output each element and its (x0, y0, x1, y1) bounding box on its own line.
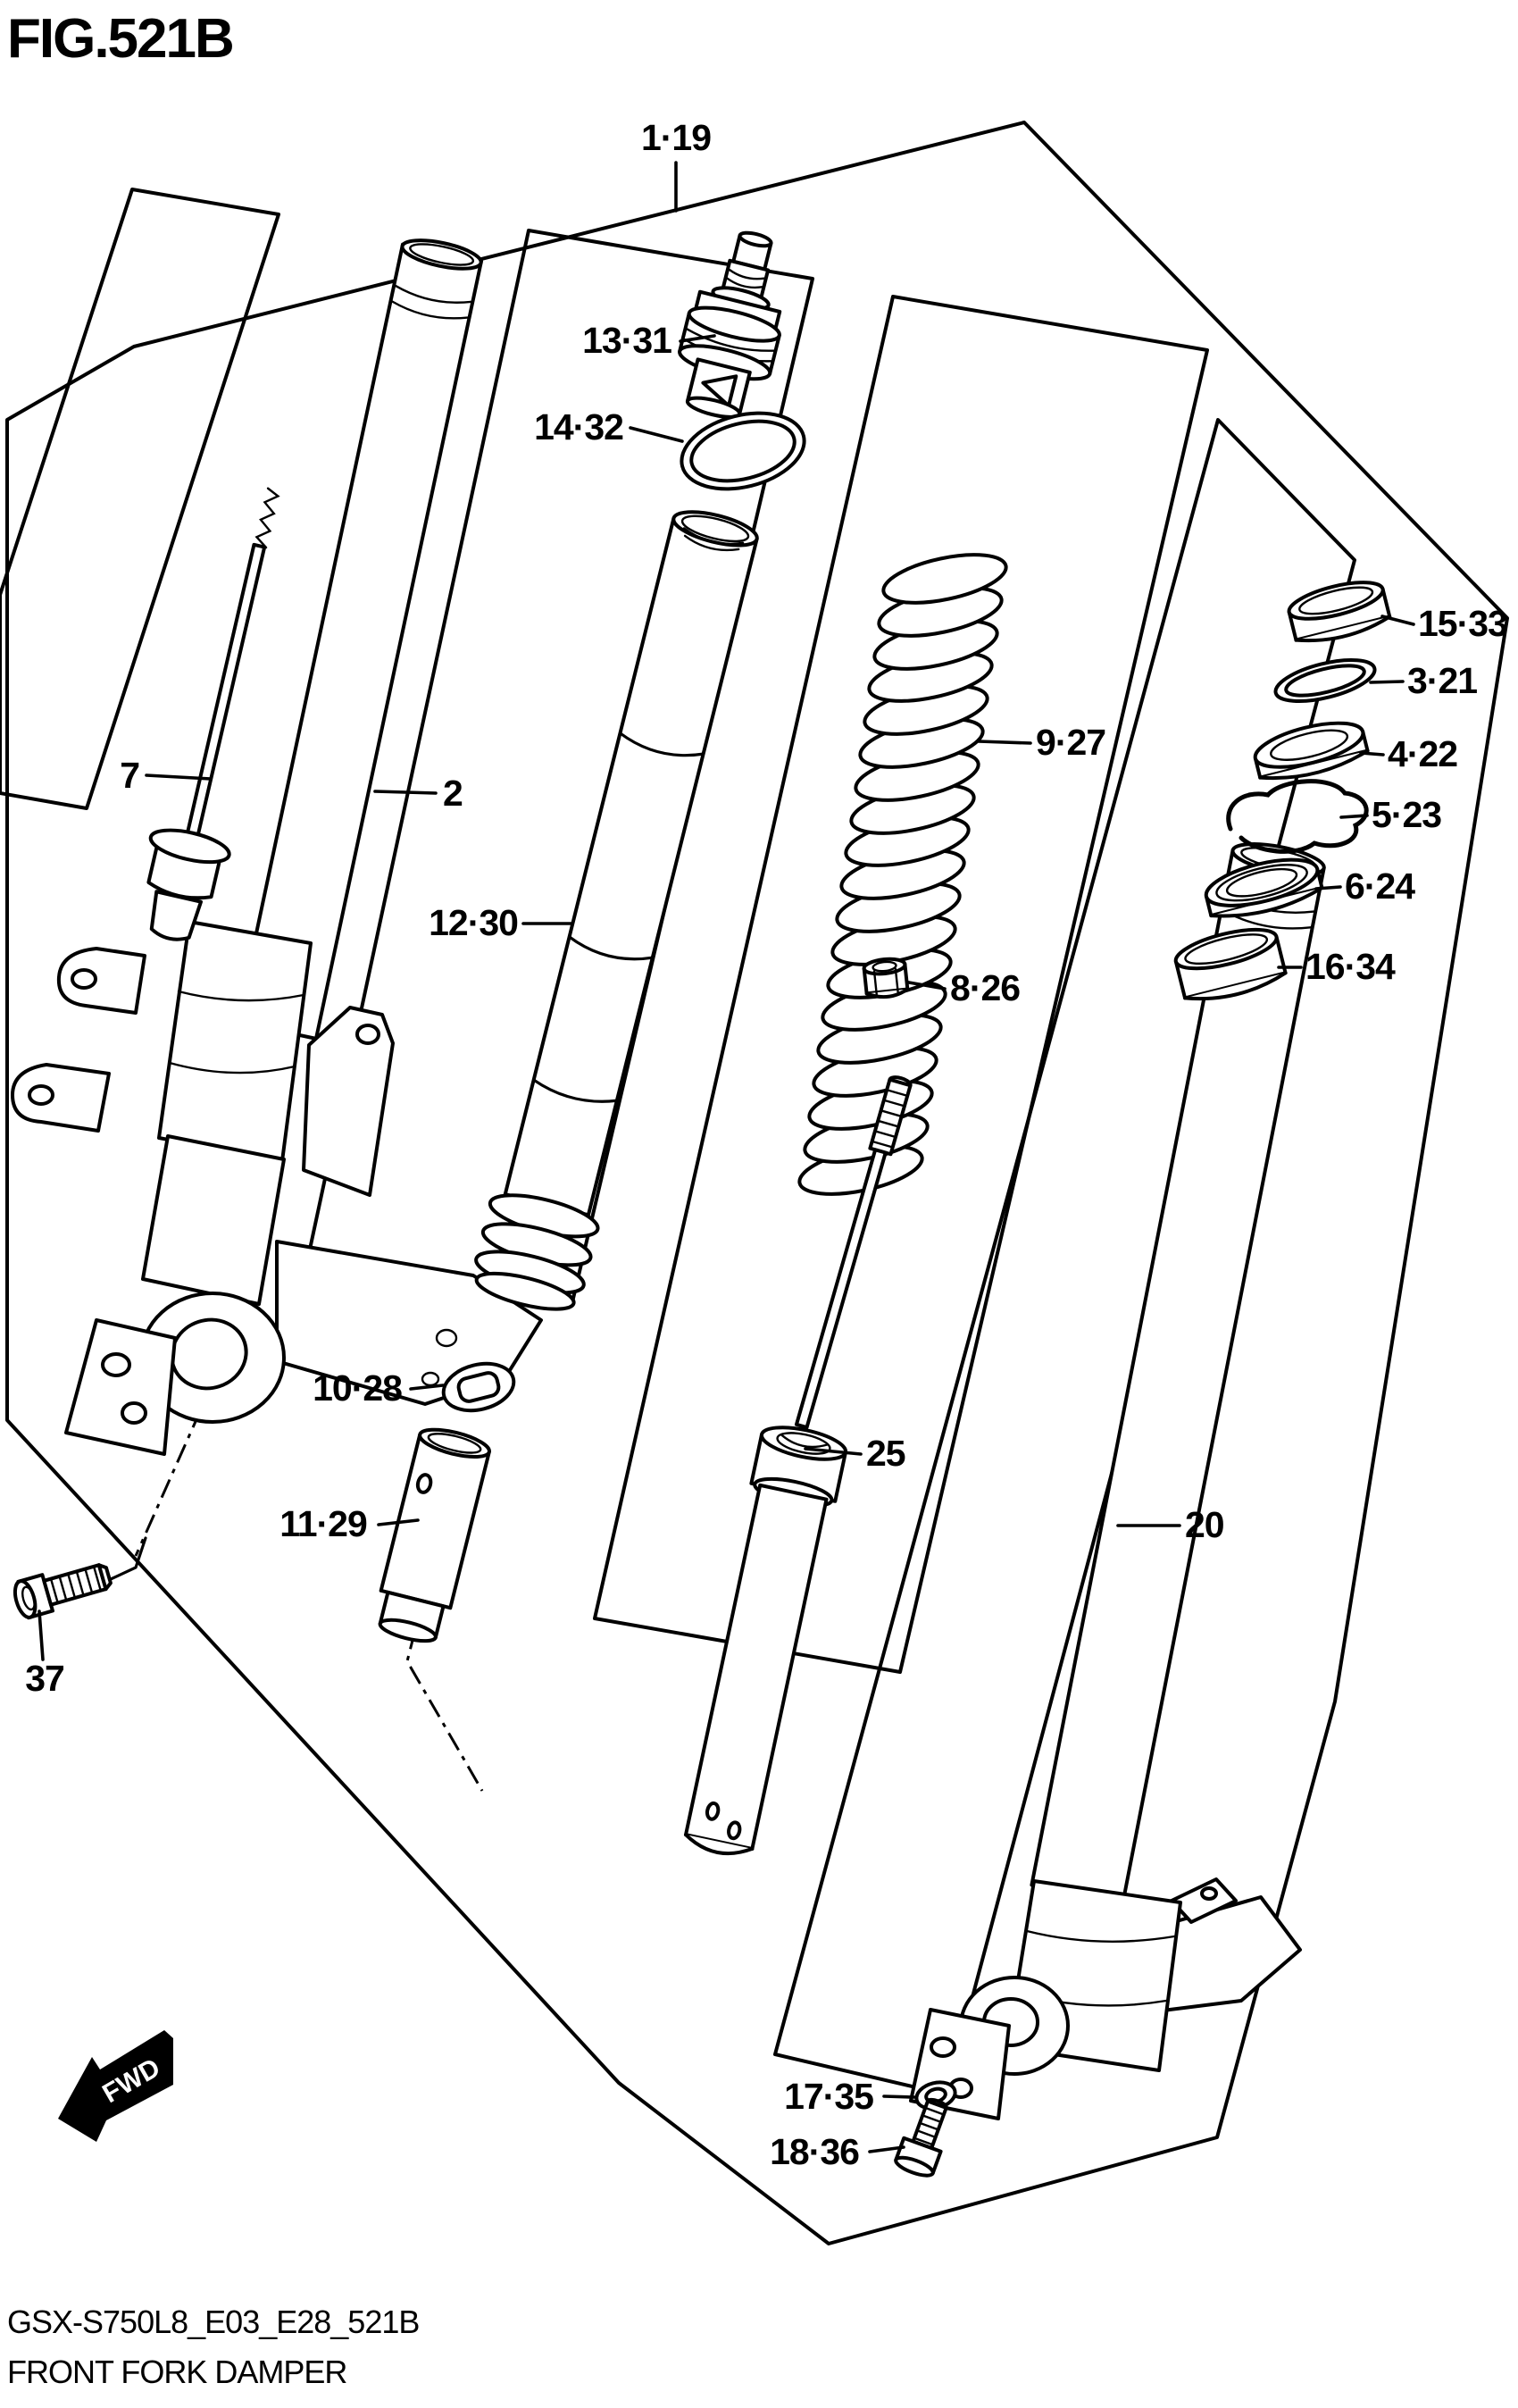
leader-9-27 (979, 741, 1030, 743)
footer-code: GSX-S750L8_E03_E28_521B (7, 2303, 420, 2340)
part-fork-cap-13-31 (667, 223, 802, 426)
leader-4-22 (1361, 753, 1383, 755)
part-label-18-36: 18·36 (770, 2131, 859, 2172)
leader-17-35 (884, 2096, 914, 2097)
part-label-9-27: 9·27 (1036, 722, 1106, 763)
part-nut-8-26 (863, 957, 908, 999)
part-label-25: 25 (866, 1433, 905, 1474)
part-label-15-33: 15·33 (1418, 603, 1507, 644)
panel-left (0, 189, 279, 808)
left-leg-lower (143, 1136, 284, 1304)
leader-6-24 (1316, 887, 1340, 889)
leader-37 (39, 1611, 43, 1660)
part-label-8-26: 8·26 (950, 967, 1021, 1008)
leader-14-32 (630, 428, 682, 441)
part-oil-seal-4-22 (1251, 715, 1370, 786)
part-label-37: 37 (25, 1658, 64, 1699)
bolt37-pointer (111, 1538, 146, 1579)
part-label-7: 7 (120, 755, 139, 796)
part-collar-11-29 (371, 1425, 492, 1647)
part-label-1-19: 1·19 (640, 117, 712, 158)
part-label-11-29: 11·29 (279, 1503, 367, 1544)
footer-name: FRONT FORK DAMPER (7, 2354, 347, 2390)
part-label-6-24: 6·24 (1345, 865, 1415, 907)
part-label-16-34: 16·34 (1305, 946, 1395, 987)
part-label-13-31: 13·31 (582, 320, 671, 361)
fwd-arrow-label: FWD (97, 2053, 166, 2110)
part-label-10-28: 10·28 (313, 1367, 402, 1409)
part-label-17-35: 17·35 (784, 2076, 873, 2117)
leader-3-21 (1371, 681, 1403, 682)
part-stopper-ring-3-21 (1272, 652, 1379, 709)
fwd-arrow (58, 2030, 173, 2142)
leader-2 (375, 791, 436, 793)
left-clamp-body (159, 922, 311, 1161)
part-label-20: 20 (1185, 1504, 1224, 1545)
part-bolt-18-36 (894, 2094, 956, 2179)
leader-5-23 (1341, 815, 1367, 817)
part-bolt-37 (12, 1558, 113, 1620)
part-label-3-21: 3·21 (1407, 660, 1478, 701)
right-fork-leg-casting (911, 1879, 1300, 2119)
part-label-4-22: 4·22 (1388, 733, 1458, 774)
part-label-2: 2 (443, 773, 463, 814)
figure-title: FIG.521B (7, 8, 233, 70)
part-dust-seal-15-33 (1286, 575, 1392, 648)
part-label-12-30: 12·30 (429, 902, 518, 943)
part-label-5-23: 5·23 (1372, 794, 1442, 835)
left-lug-lower (13, 1065, 109, 1131)
cartridge-cylinder (675, 1421, 848, 1860)
part-outer-tube-20 (1031, 838, 1326, 1902)
centerline-collar (407, 1630, 482, 1791)
left-foot (66, 1320, 175, 1454)
part-label-14-32: 14·32 (534, 406, 623, 447)
part-o-ring-14-32 (673, 401, 812, 500)
